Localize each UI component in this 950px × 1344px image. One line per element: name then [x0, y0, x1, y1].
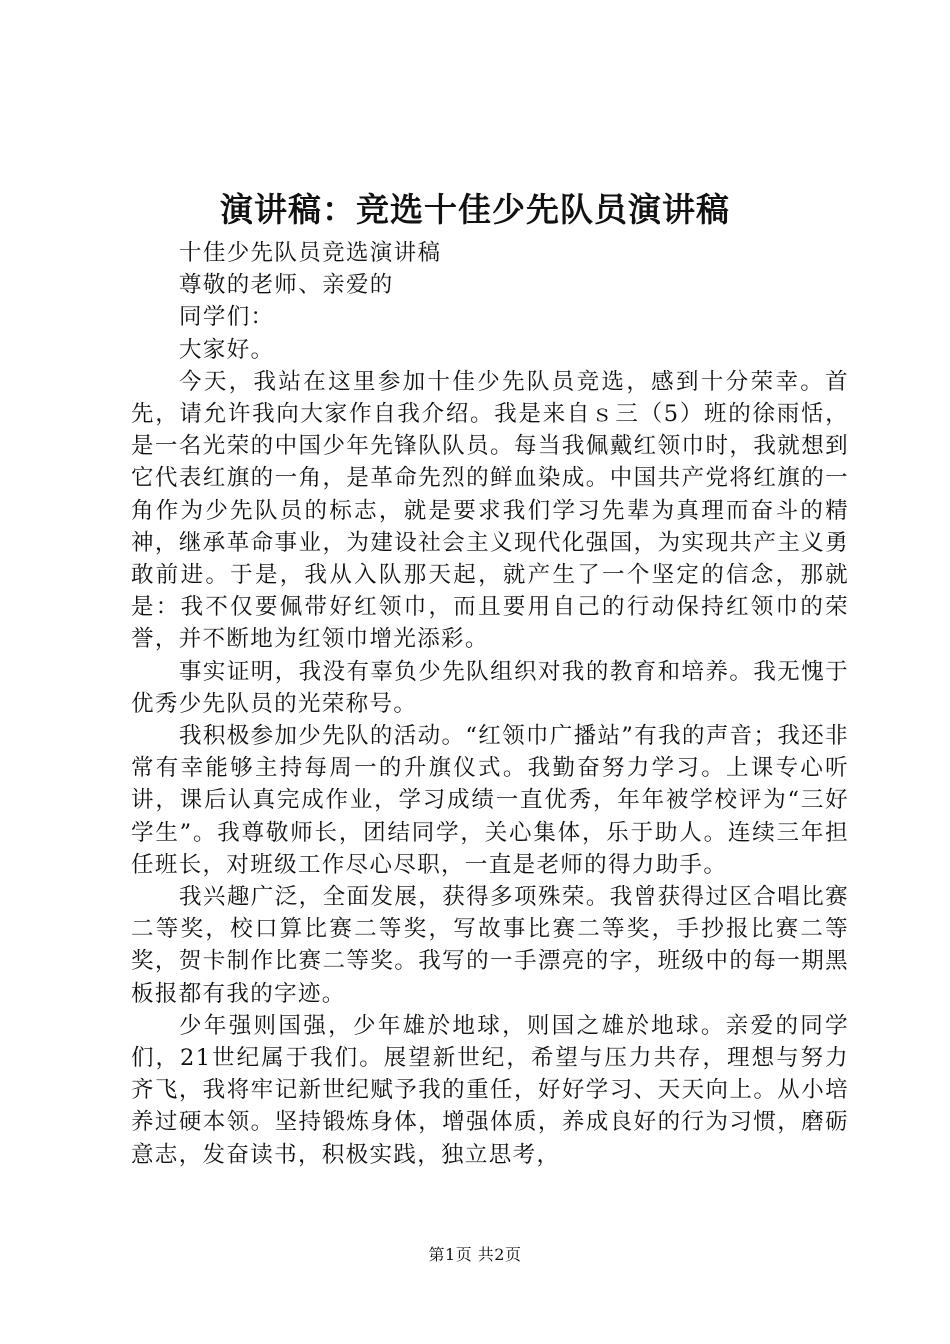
body-paragraph: 事实证明，我没有辜负少先队组织对我的教育和培养。我无愧于优秀少先队员的光荣称号。: [131, 658, 849, 717]
salutation-line: 尊敬的老师、亲爱的: [179, 272, 394, 299]
body-paragraph: 少年强则国强，少年雄於地球，则国之雄於地球。亲爱的同学们，21世纪属于我们。展望新世纪，希望与压力共存，理想与努力齐飞，我将牢记新世纪赋予我的重任，好好学习、天天向上。从小培养过硬本领。坚持锻炼身体，增强体质，养成良好的行为习惯，磨砺意志，发奋读书，积极实践，独立思考，: [131, 1012, 849, 1168]
salutation-line-continued: 同学们：: [179, 304, 275, 331]
document-body: [131, 237, 849, 1171]
body-paragraph: 今天，我站在这里参加十佳少先队员竞选，感到十分荣幸。首先，请允许我向大家作自我介绍。我是来自ｓ三（5）班的徐雨恬，是一名光荣的中国少年先锋队队员。每当我佩戴红领巾时，我就想到它代表红旗的一角，是革命先烈的鲜血染成。中国共产党将红旗的一角作为少先队员的标志，就是要求我们学习先辈为真理而奋斗的精神，继承革命事业，为建设社会主义现代化强国，为实现共产主义勇敢前进。于是，我从入队那天起，就产生了一个坚定的信念，那就是：我不仅要佩带好红领巾，而且要用自己的行动保持红领巾的荣誉，并不断地为红领巾增光添彩。: [131, 368, 849, 653]
subtitle-line: 十佳少先队员竞选演讲稿: [179, 240, 442, 266]
document-title: 演讲稿：竞选十佳少先队员演讲稿: [220, 190, 730, 229]
body-paragraph: 我积极参加少先队的活动。“红领巾广播站”有我的声音；我还非常有幸能够主持每周一的升旗仪式。我勤奋努力学习。上课专心听讲，课后认真完成作业，学习成绩一直优秀，年年被学校评为“三好学生”。我尊敬师长，团结同学，关心集体，乐于助人。连续三年担任班长，对班级工作尽心尽职，一直是老师的得力助手。: [131, 723, 849, 878]
body-paragraph: 我兴趣广泛，全面发展，获得多项殊荣。我曾获得过区合唱比赛二等奖，校口算比赛二等奖，写故事比赛二等奖，手抄报比赛二等奖，贺卡制作比赛二等奖。我写的一手漂亮的字，班级中的每一期黑板报都有我的字迹。: [131, 884, 849, 1007]
page-number-footer: 第1页 共2页: [428, 1245, 522, 1264]
greeting-line: 大家好。: [179, 336, 275, 363]
